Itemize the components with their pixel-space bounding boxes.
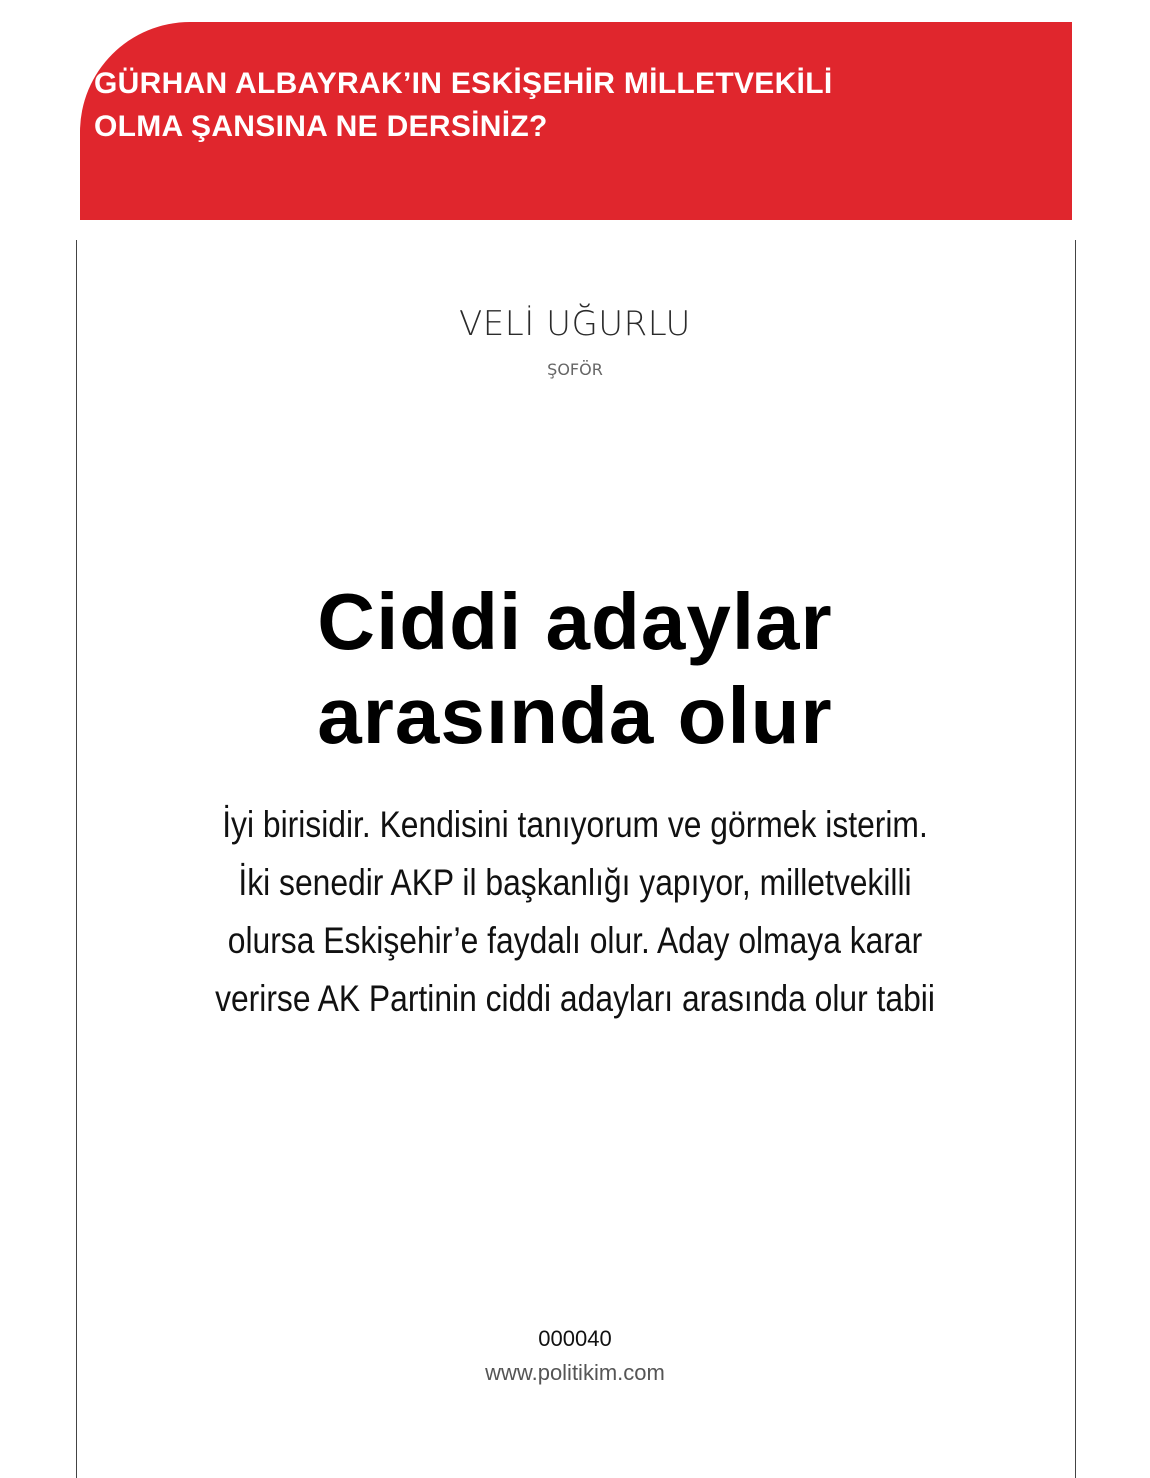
- answer-body: [184, 796, 967, 1028]
- left-border-line: [76, 240, 77, 1478]
- question-title: [94, 62, 974, 148]
- right-border-line: [1075, 240, 1076, 1478]
- answer-headline-line-2: arasında olur: [317, 671, 833, 760]
- question-title-line-1: GÜRHAN ALBAYRAK’IN ESKİŞEHİR MİLLETVEKİLİ: [94, 67, 833, 100]
- document-code: 000040: [538, 1326, 612, 1351]
- answer-body-line: İyi birisidir. Kendisini tanıyorum ve görmek isterim.: [222, 804, 928, 845]
- answer-headline: [0, 575, 1150, 763]
- answer-body-line: verirse AK Partinin ciddi adayları arasında olur tabii: [215, 978, 935, 1019]
- answer-body-line: İki senedir AKP il başkanlığı yapıyor, milletvekilli: [238, 862, 912, 903]
- answer-headline-line-1: Ciddi adaylar: [317, 577, 833, 666]
- respondent-occupation: ŞOFÖR: [547, 360, 603, 379]
- website-url: www.politikim.com: [485, 1360, 665, 1385]
- question-title-line-2: OLMA ŞANSINA NE DERSİNİZ?: [94, 110, 548, 143]
- answer-body-line: olursa Eskişehir’e faydalı olur. Aday olmaya karar: [227, 920, 923, 961]
- respondent-name: VELİ UĞURLU: [459, 304, 691, 344]
